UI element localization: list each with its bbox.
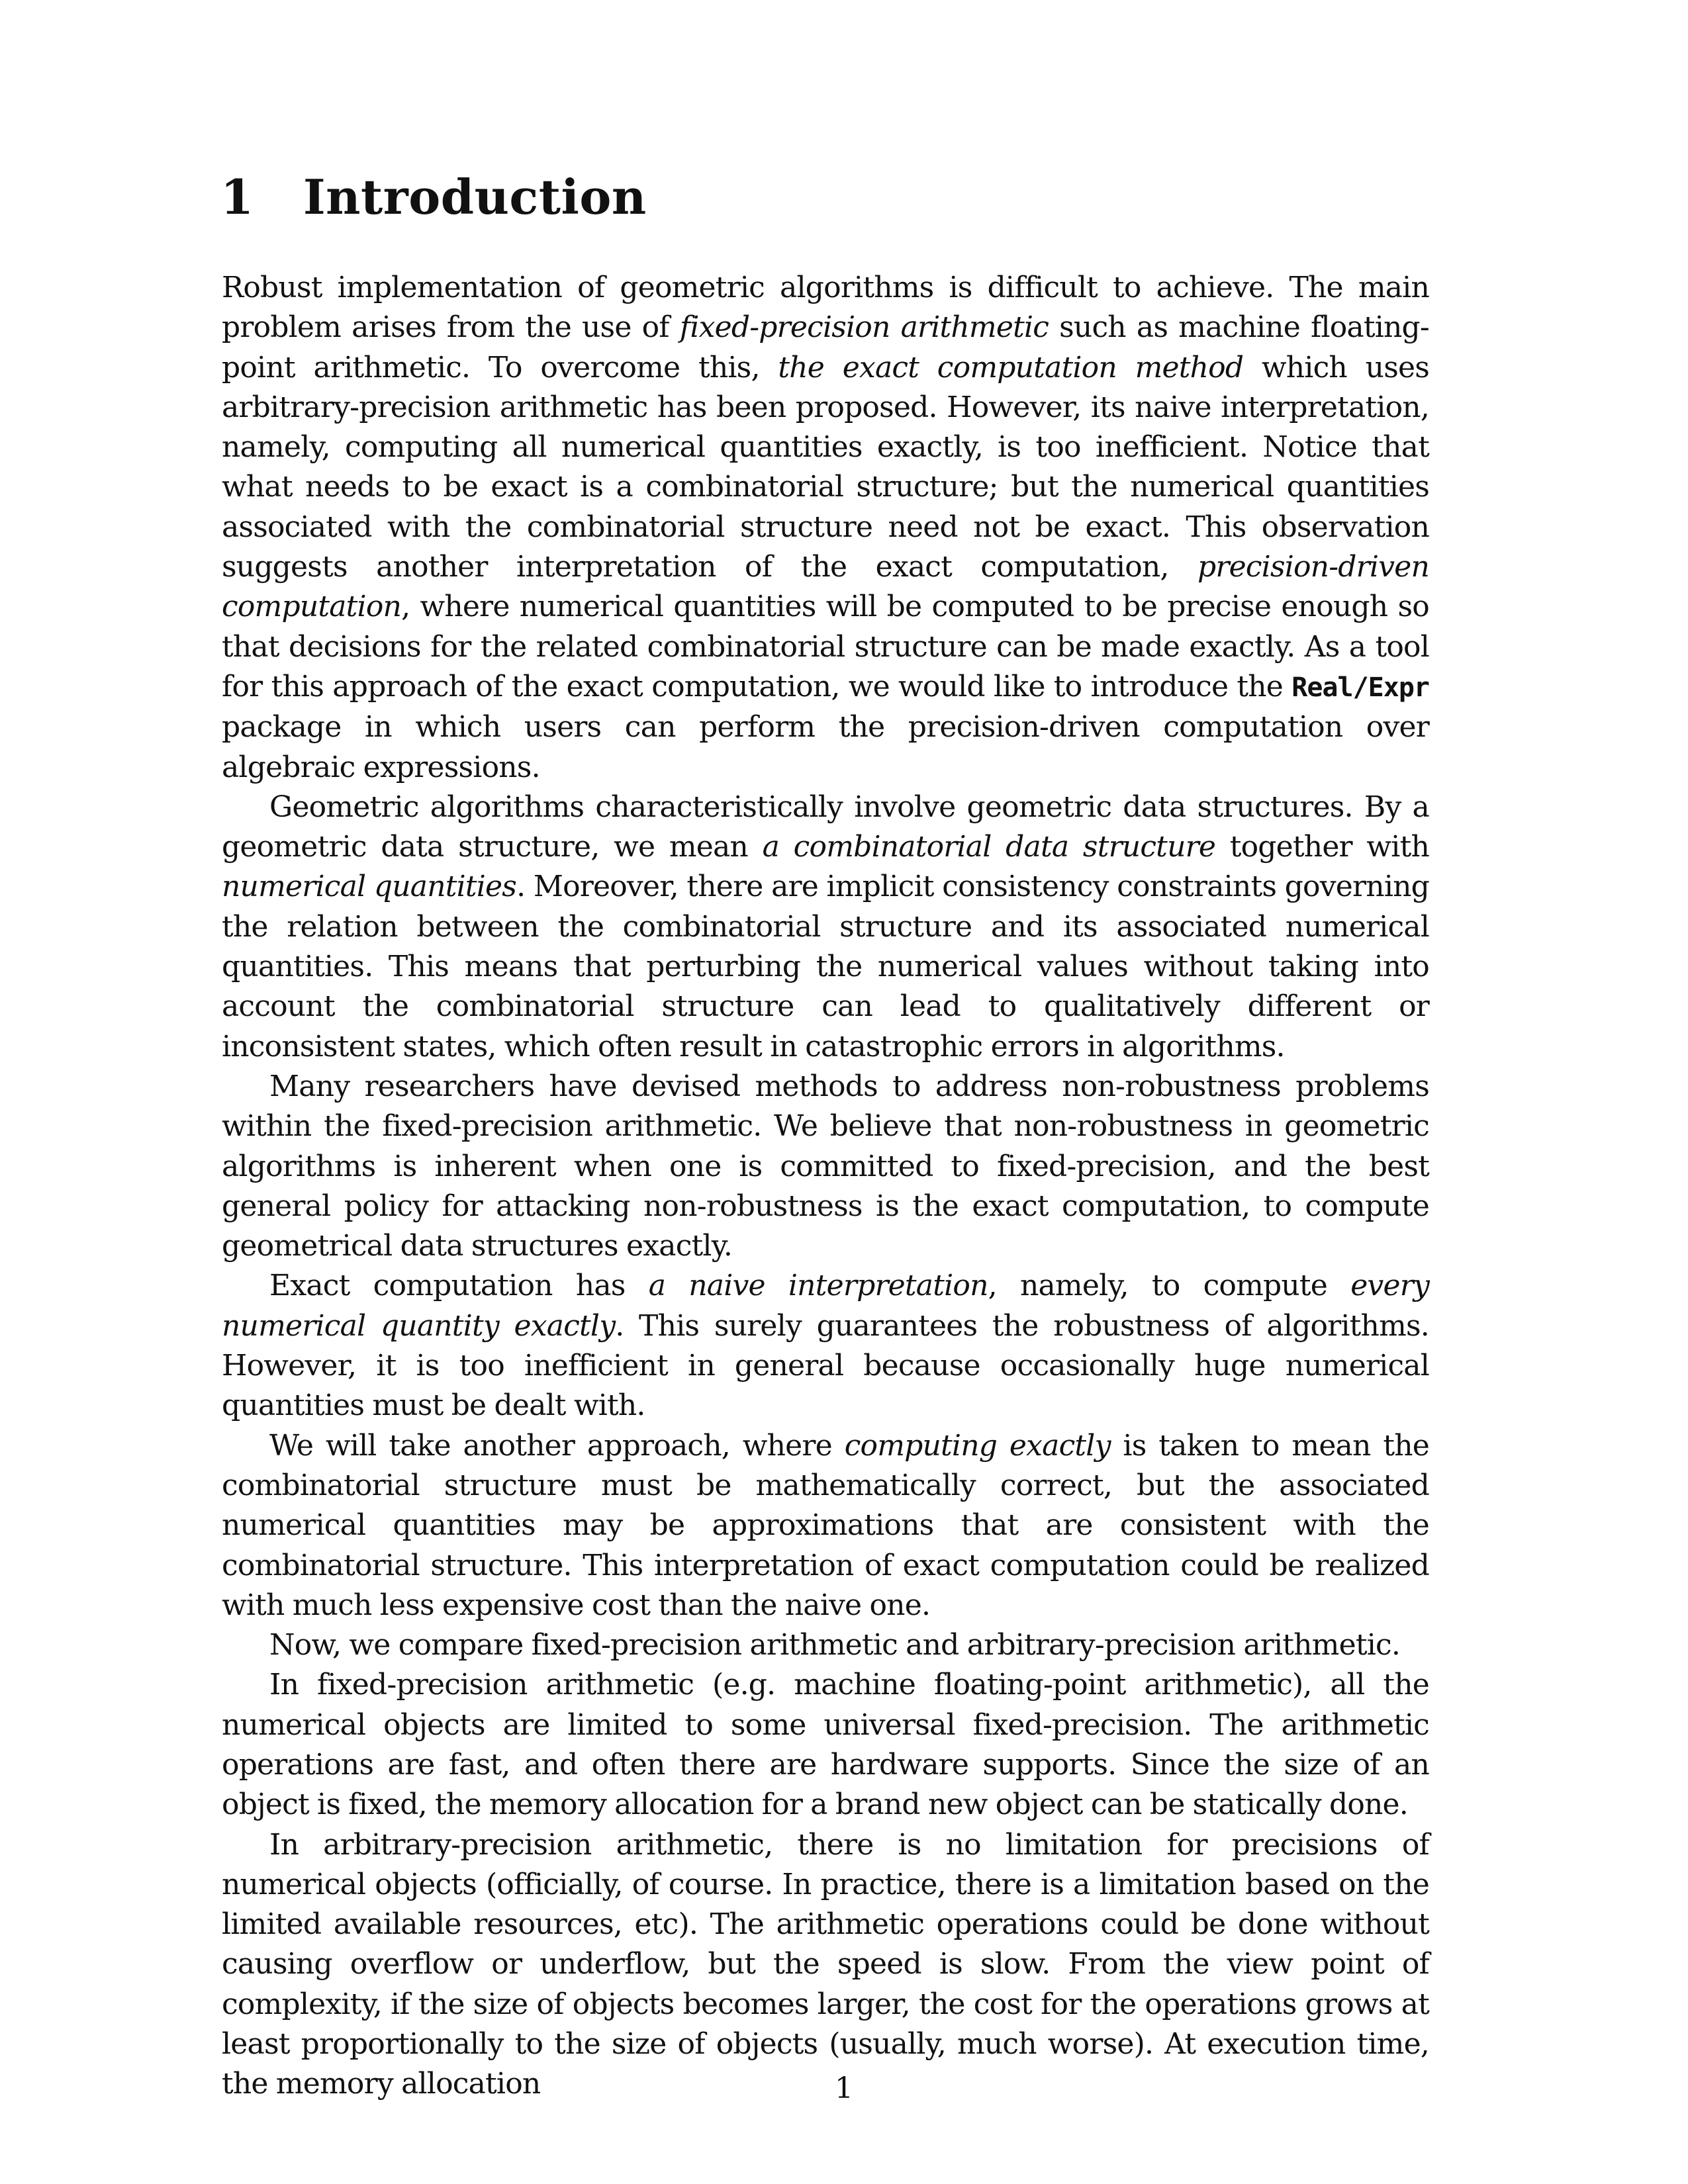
paragraph-1-text: , where numerical quantities will be computed to be precise enough so that decisions for the related combinatorial structure can be made exactly. As a tool for this approach of the exact computation, we would like to introduce the [222,590,1429,704]
page-number: 1 [835,2071,853,2105]
paragraph-4-text: Exact computation has [269,1269,649,1303]
term-combinatorial-data-structure: a combinatorial data structure [762,830,1216,864]
paragraph-5 [222,1426,1429,1625]
paragraph-1-text: such as machine floating-point arithmetic. To overcome this, [222,310,1429,385]
paragraph-4-text: . This surely guarantees the robustness of algorithms. However, it is too inefficient in general because occasionally huge numerical quantities must be dealt with. [222,1308,1429,1423]
paragraph-2 [222,788,1429,1067]
term-precision-driven-computation: precision-driven computation [222,550,1429,624]
term-naive-interpretation: a naive interpretation [648,1269,988,1303]
paragraph-2-text: together with [1215,830,1429,864]
paragraph-4-text: , namely, to compute [988,1269,1351,1303]
paragraph-2-text: Geometric algorithms characteristically involve geometric data structures. By a geometric data structure, we mean [222,790,1429,864]
paragraph-5-text: We will take another approach, where [269,1428,845,1463]
section-title: Introduction [303,169,647,225]
term-exact-computation-method: the exact computation method [778,350,1244,385]
paragraph-8-text: In arbitrary-precision arithmetic, there is no limitation for precisions of numerical objects (officially, of course. In practice, there is a limitation based on the limited available resources, etc). The arithmetic operations could be done without causing overflow or underflow, but the speed is slow. From the view point of complexity, if the size of objects becomes larger, the cost for the operations grows at least proportionally to the size of objects (usually, much worse). At execution time, the memory allocation [222,1827,1429,2101]
paragraph-2-text: . Moreover, there are implicit consistency constraints governing the relation between the combinatorial structure and its associated numerical quantities. This means that perturbing the numerical values without taking into account the combinatorial structure can lead to qualitatively different or inconsistent states, which often result in catastrophic errors in algorithms. [222,870,1429,1064]
paragraph-7 [222,1665,1429,1825]
paragraph-3-text: Many researchers have devised methods to address non-robustness problems within the fixed-precision arithmetic. We believe that non-robustness in geometric algorithms is inherent when one is committed to fixed-precision, and the best general policy for attacking non-robustness is the exact computation, to compute geometrical data structures exactly. [222,1069,1429,1263]
term-numerical-quantities: numerical quantities [222,870,517,904]
paragraph-1 [222,268,1429,788]
body-text [222,268,1429,2105]
paragraph-8 [222,1825,1429,2105]
term-every-numerical-quantity-exactly: every numerical quantity exactly [222,1269,1430,1343]
paragraph-5-text: is taken to mean the combinatorial structure must be mathematically correct, but the associated numerical quantities may be approximations that are consistent with the combinatorial structure. This interpretation of exact computation could be realized with much less expensive cost than the naive one. [222,1428,1429,1622]
section-heading [220,171,647,223]
paragraph-4 [222,1266,1429,1426]
paragraph-1-text: which uses arbitrary-precision arithmetic has been proposed. However, its naive interpretation, namely, computing all numerical quantities exactly, is too inefficient. Notice that what needs to be exact is a combinatorial structure; but the numerical quantities associated with the combinatorial structure need not be exact. This observation suggests another interpretation of the exact computation, [222,350,1429,584]
term-computing-exactly: computing exactly [844,1428,1111,1463]
package-name-real-expr: Real/Expr [1291,672,1429,703]
term-fixed-precision-arithmetic: fixed-precision arithmetic [679,310,1049,345]
paragraph-3 [222,1067,1429,1266]
paragraph-7-text: In fixed-precision arithmetic (e.g. machine floating-point arithmetic), all the numerical objects are limited to some universal fixed-precision. The arithmetic operations are fast, and often there are hardware supports. Since the size of an object is fixed, the memory allocation for a brand new object can be statically done. [222,1668,1429,1822]
paragraph-6-text: Now, we compare fixed-precision arithmetic and arbitrary-precision arithmetic. [269,1628,1401,1662]
paragraph-6 [222,1625,1429,1665]
paragraph-1-text: Robust implementation of geometric algorithms is difficult to achieve. The main problem arises from the use of [222,271,1429,345]
section-number: 1 [220,169,254,225]
paragraph-1-text: package in which users can perform the precision-driven computation over algebraic expressions. [222,710,1429,784]
